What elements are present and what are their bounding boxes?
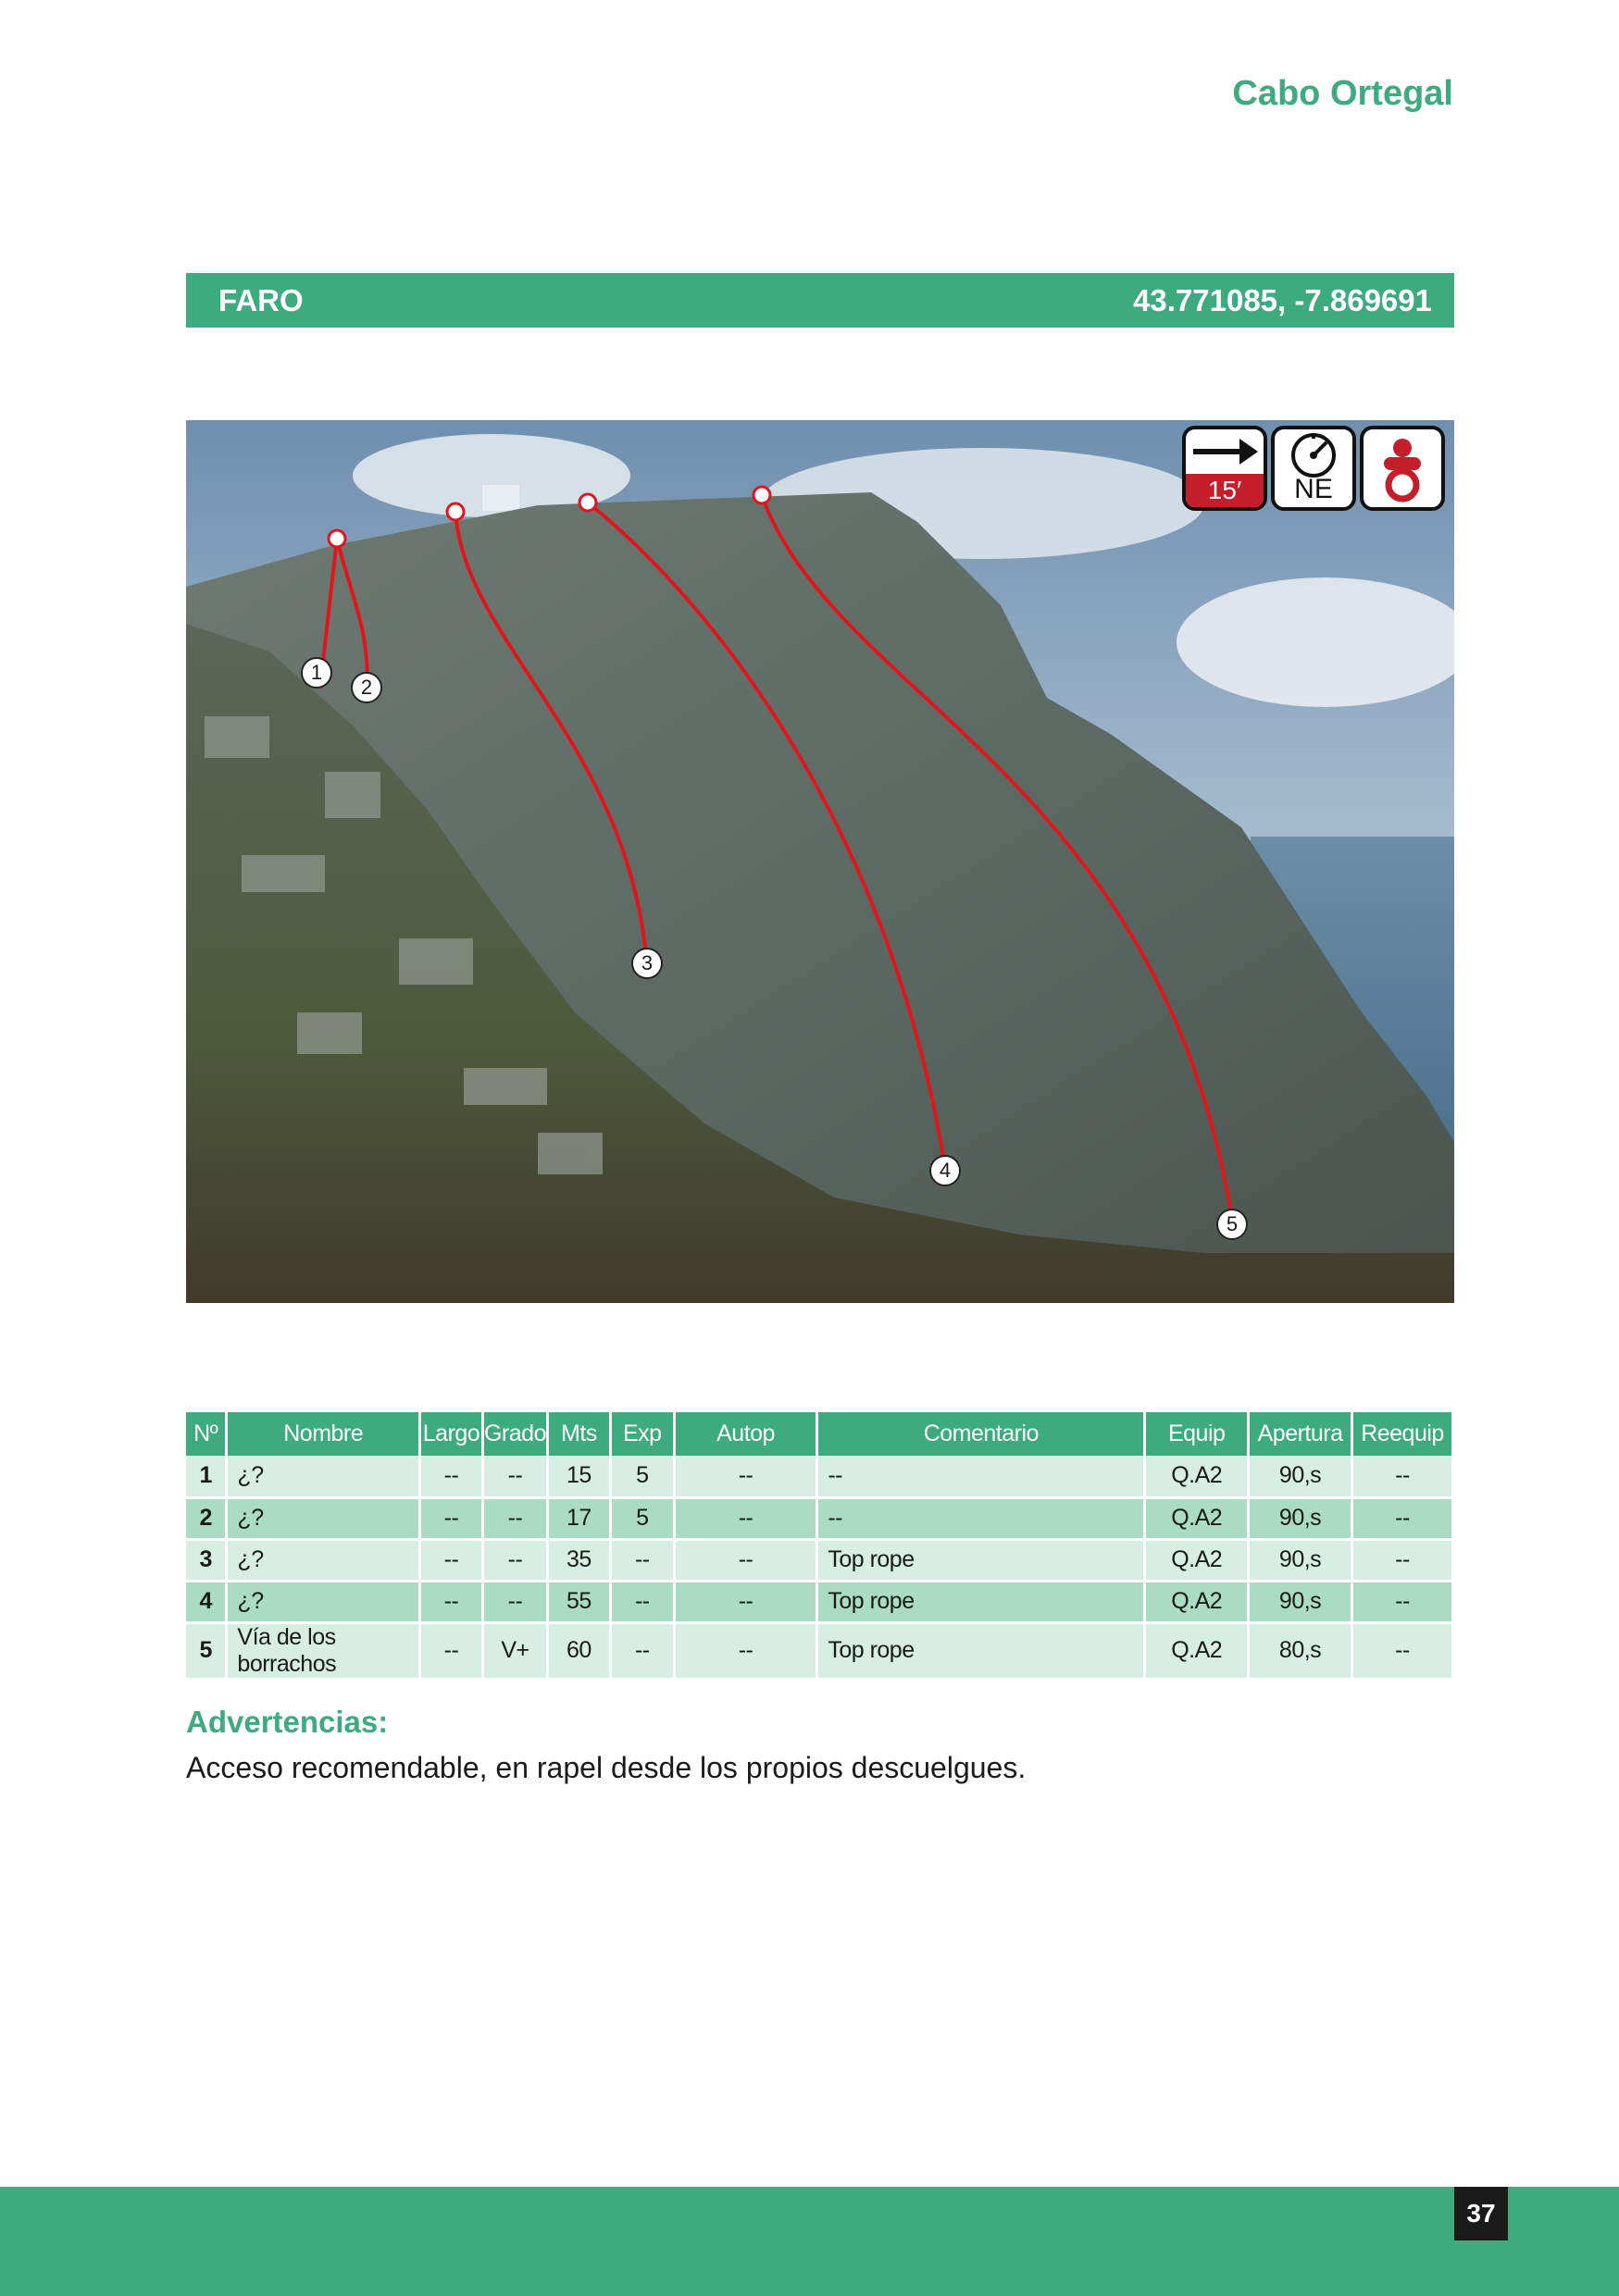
route-exposure: -- <box>610 1581 674 1622</box>
route-meters: 17 <box>547 1497 610 1539</box>
route-reequip: -- <box>1352 1456 1453 1497</box>
route-grade: -- <box>482 1456 547 1497</box>
route-grade: -- <box>482 1539 547 1581</box>
route-self-protection: -- <box>674 1539 817 1581</box>
route-label-5: 5 <box>1216 1209 1248 1240</box>
route-comment: -- <box>817 1497 1145 1539</box>
route-meters: 15 <box>547 1456 610 1497</box>
col-header-exposure: Exp <box>610 1412 674 1456</box>
approach-info <box>1182 426 1267 511</box>
route-comment: Top rope <box>817 1581 1145 1622</box>
col-header-grade: Grado <box>482 1412 547 1456</box>
route-exposure: -- <box>610 1622 674 1679</box>
route-table <box>186 1412 1454 1681</box>
route-label-3: 3 <box>631 948 663 979</box>
route-grade: -- <box>482 1581 547 1622</box>
route-name: ¿? <box>227 1497 420 1539</box>
route-reequip: -- <box>1352 1581 1453 1622</box>
route-grade: -- <box>482 1497 547 1539</box>
route-number: 5 <box>186 1622 227 1679</box>
route-equipment: Q.A2 <box>1145 1497 1249 1539</box>
route-label-4: 4 <box>929 1155 961 1186</box>
area-title: Cabo Ortegal <box>1232 74 1453 113</box>
col-header-opening: Apertura <box>1249 1412 1352 1456</box>
route-exposure: 5 <box>610 1497 674 1539</box>
route-length: -- <box>420 1456 483 1497</box>
table-row <box>186 1581 1453 1622</box>
col-header-reequip: Reequip <box>1352 1412 1453 1456</box>
crag-illustration <box>186 420 1454 1303</box>
route-length: -- <box>420 1497 483 1539</box>
route-meters: 60 <box>547 1622 610 1679</box>
arrow-right-icon <box>1186 429 1264 476</box>
lighthouse <box>482 485 519 511</box>
route-equipment: Q.A2 <box>1145 1456 1249 1497</box>
orientation-info <box>1271 426 1356 511</box>
table-header-row <box>186 1412 1453 1456</box>
table-row <box>186 1497 1453 1539</box>
route-equipment: Q.A2 <box>1145 1539 1249 1581</box>
page-number: 37 <box>1454 2187 1508 2240</box>
route-grade: V+ <box>482 1622 547 1679</box>
sector-bar <box>186 273 1454 328</box>
route-number: 4 <box>186 1581 227 1622</box>
route-opening: 90,s <box>1249 1456 1352 1497</box>
warnings-text: Acceso recomendable, en rapel desde los propios descuelgues. <box>186 1751 1027 1784</box>
route-opening: 90,s <box>1249 1539 1352 1581</box>
route-label-2: 2 <box>351 672 382 703</box>
route-equipment: Q.A2 <box>1145 1581 1249 1622</box>
pacifier-icon <box>1364 429 1441 507</box>
route-exposure: 5 <box>610 1456 674 1497</box>
route-comment: Top rope <box>817 1539 1145 1581</box>
info-icons <box>1182 426 1445 511</box>
route-opening: 80,s <box>1249 1622 1352 1679</box>
route-number: 1 <box>186 1456 227 1497</box>
route-meters: 35 <box>547 1539 610 1581</box>
route-reequip: -- <box>1352 1622 1453 1679</box>
warnings-section <box>186 1705 1026 1785</box>
route-number: 2 <box>186 1497 227 1539</box>
route-opening: 90,s <box>1249 1497 1352 1539</box>
col-header-equipment: Equip <box>1145 1412 1249 1456</box>
route-label-1: 1 <box>301 657 332 689</box>
route-equipment: Q.A2 <box>1145 1622 1249 1679</box>
orientation-label: NE <box>1294 474 1333 504</box>
route-opening: 90,s <box>1249 1581 1352 1622</box>
approach-time: 15′ <box>1186 474 1264 507</box>
route-number: 3 <box>186 1539 227 1581</box>
route-name: ¿? <box>227 1456 420 1497</box>
sector-coordinates: 43.771085, -7.869691 <box>1133 282 1432 317</box>
route-length: -- <box>420 1581 483 1622</box>
table-row <box>186 1539 1453 1581</box>
route-reequip: -- <box>1352 1497 1453 1539</box>
route-self-protection: -- <box>674 1581 817 1622</box>
col-header-comment: Comentario <box>817 1412 1145 1456</box>
crag-photo <box>186 420 1454 1303</box>
route-name: ¿? <box>227 1581 420 1622</box>
col-header-number: Nº <box>186 1412 227 1456</box>
route-comment: Top rope <box>817 1622 1145 1679</box>
route-name: Vía de los borrachos <box>227 1622 420 1679</box>
footer-band <box>0 2187 1619 2296</box>
col-header-name: Nombre <box>227 1412 420 1456</box>
route-self-protection: -- <box>674 1497 817 1539</box>
header <box>1232 74 1453 114</box>
route-reequip: -- <box>1352 1539 1453 1581</box>
sector-name: FARO <box>218 282 304 317</box>
col-header-length: Largo <box>420 1412 483 1456</box>
warnings-title: Advertencias: <box>186 1705 389 1739</box>
route-self-protection: -- <box>674 1622 817 1679</box>
route-meters: 55 <box>547 1581 610 1622</box>
suitability-info <box>1360 426 1445 511</box>
col-header-self-protection: Autop <box>674 1412 817 1456</box>
col-header-meters: Mts <box>547 1412 610 1456</box>
table-row <box>186 1622 1453 1679</box>
route-self-protection: -- <box>674 1456 817 1497</box>
route-name: ¿? <box>227 1539 420 1581</box>
route-exposure: -- <box>610 1539 674 1581</box>
table-row <box>186 1456 1453 1497</box>
route-length: -- <box>420 1539 483 1581</box>
route-length: -- <box>420 1622 483 1679</box>
route-comment: -- <box>817 1456 1145 1497</box>
